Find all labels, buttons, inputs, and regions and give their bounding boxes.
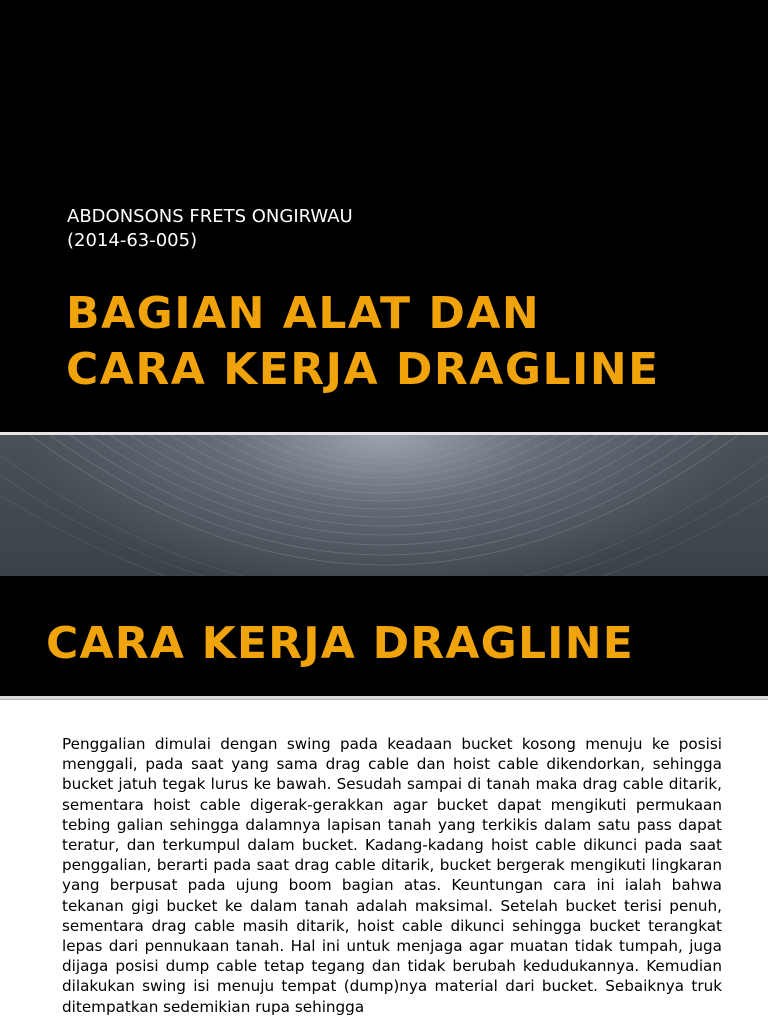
content-slide-header [0,576,768,696]
author-name: ABDONSONS FRETS ONGIRWAU [67,206,353,227]
decorative-band [0,435,768,576]
title-line-2: CARA KERJA DRAGLINE [66,344,660,395]
presentation-title [66,286,660,398]
author-block [67,205,353,253]
body-paragraph: Penggalian dimulai dengan swing pada keadaan bucket kosong menuju ke posisi menggali, pada saat yang sama drag cable dan hoist cable dikendorkan, sehingga bucket jatuh tegak lurus ke bawah. Sesudah sampai di tanah maka drag cable ditarik, sementara hoist cable digerak-gerakkan agar bucket dapat mengikuti permukaan tebing galian sehingga dalamnya lapisan tanah yang terkikis dalam satu pass dapat teratur, dan terkumpul dalam bucket. Kadang-kadang hoist cable dikunci pada saat penggalian, berarti pada saat drag cable ditarik, bucket bergerak mengikuti lingkaran yang berpusat pada ujung boom bagian atas. Keuntungan cara ini ialah bahwa tekanan gigi bucket ke dalam tanah adalah maksimal. Setelah bucket terisi penuh, sementara drag cable masih ditarik, hoist cable dikunci sehingga bucket terangkat lepas dari pennukaan tanah. Hal ini untuk menjaga agar muatan tidak tumpah, juga dijaga posisi dump cable tetap tegang dan tidak berubah kedudukannya. Kemudian dilakukan swing isi menuju tempat (dump)nya material dari bucket. Sebaiknya truk ditempatkan sedemikian rupa sehingga [62,735,722,1016]
content-slide [0,576,768,1024]
arc-pattern-graphic [0,435,768,576]
author-id: (2014-63-005) [67,230,198,251]
title-line-1: BAGIAN ALAT DAN [66,288,541,339]
header-divider [0,696,768,700]
content-slide-title: CARA KERJA DRAGLINE [46,618,635,669]
